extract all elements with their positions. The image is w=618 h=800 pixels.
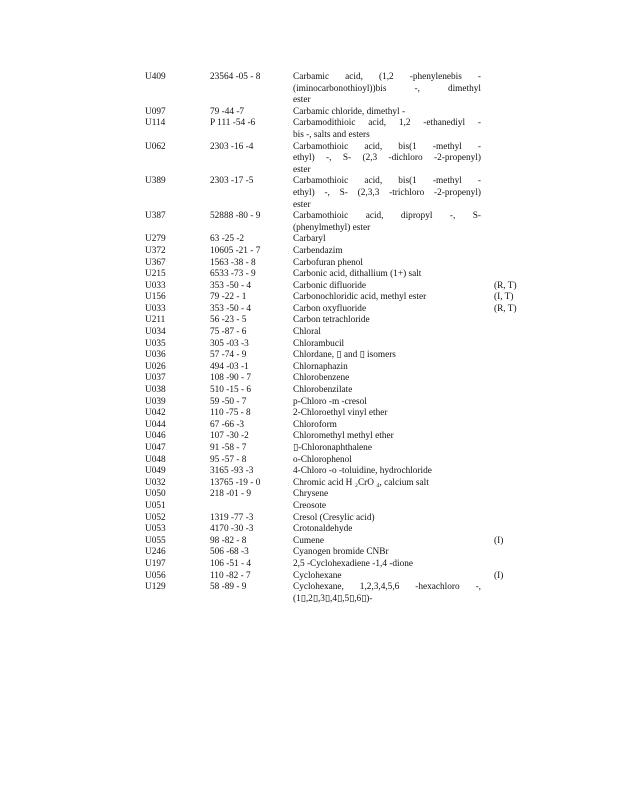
substance-name-line: Cyanogen bromide CNBr [293,547,389,558]
substance-name-line: (iminocarbonothioyl))bis -, dimethyl [293,83,481,94]
substance-name-line: 2,5 -Cyclohexadiene -1,4 -dione [293,558,414,569]
substance-name [293,443,481,455]
substance-name-line: Carbonochloridic acid, methyl ester [293,292,427,303]
cas-number: 353 -50 - 4 [210,280,252,291]
table-row [0,142,618,177]
cas-number: 63 -25 -2 [210,234,245,245]
substance-name-line: Carbamodithioic acid, 1,2 -ethanediyl - [293,118,481,129]
table-row [0,559,618,571]
cas-number: 67 -66 -3 [210,419,245,430]
cas-number: 506 -68 -3 [210,547,249,558]
cas-number: 79 -22 - 1 [210,292,247,303]
table-row [0,547,618,559]
waste-code: U367 [145,257,166,268]
substance-name [293,385,481,397]
waste-code: U097 [145,106,166,117]
substance-name [293,327,481,339]
substance-name [293,118,481,141]
substance-name-line: Carbonic acid, dithallium (1+) salt [293,269,422,280]
cas-number: 52888 -80 - 9 [210,211,261,222]
waste-code: U053 [145,524,166,535]
table-row [0,501,618,513]
hazard-code: (R, T) [494,280,517,291]
substance-name-line: bis -, salts and esters [293,129,370,140]
substance-name-line: ester [293,164,311,175]
waste-code: U033 [145,303,166,314]
cas-number: 57 -74 - 9 [210,350,247,361]
table-row [0,362,618,374]
substance-name-line: Cresol (Cresylic acid) [293,512,375,523]
substance-name [293,420,481,432]
hazard-code: (I, T) [494,292,514,303]
substance-name [293,107,481,119]
cas-number: 353 -50 - 4 [210,303,252,314]
waste-code: U055 [145,535,166,546]
cas-number: 59 -50 - 7 [210,396,247,407]
substance-name-line: Cyclohexane, 1,2,3,4,5,6 -hexachloro -, [293,582,481,593]
table-row [0,258,618,270]
substance-name-line: Carbamothioic acid, bis(1 -methyl - [293,141,481,152]
substance-name [293,547,481,559]
substance-name-line: Carbofuran phenol [293,257,363,268]
substance-name [293,258,481,270]
cas-number: 106 -51 - 4 [210,558,252,569]
waste-code: U034 [145,327,166,338]
table-row [0,315,618,327]
waste-code: U036 [145,350,166,361]
substance-name [293,513,481,525]
substance-name [293,315,481,327]
table-row [0,431,618,443]
substance-name-line: p-Chloro -m -cresol [293,396,367,407]
substance-name [293,350,481,362]
substance-name-line: Chrysene [293,489,329,500]
substance-name [293,339,481,351]
substance-name-line: ester [293,199,311,210]
table-row [0,455,618,467]
waste-code: U042 [145,408,166,419]
substance-name-line: Creosote [293,500,327,511]
substance-name-line: Carbaryl [293,234,326,245]
substance-name [293,524,481,536]
table-row [0,373,618,385]
substance-name-line: Chloral [293,327,321,338]
substance-name-line: Chlorobenzilate [293,385,353,396]
waste-code: U409 [145,72,166,82]
cas-number: 2303 -16 -4 [210,141,254,152]
waste-code: U372 [145,245,166,256]
substance-name [293,397,481,409]
waste-code: U047 [145,443,166,453]
cas-number: 58 -89 - 9 [210,582,247,593]
cas-number: 23564 -05 - 8 [210,72,261,82]
waste-code: U215 [145,269,166,280]
table-row [0,118,618,141]
table-row [0,397,618,409]
waste-code: U050 [145,489,166,500]
substance-name-line: Carbamic chloride, dimethyl - [293,106,406,117]
substance-name [293,269,481,281]
substance-name [293,536,481,548]
substance-name-line: ethyl) -, S- (2,3,3 -trichloro -2-propenyl) [293,187,481,198]
cas-number: 110 -75 - 8 [210,408,251,419]
table-row [0,466,618,478]
waste-code: U197 [145,558,166,569]
waste-code: U046 [145,431,166,442]
cas-number: 494 -03 -1 [210,361,249,372]
substance-name-line: o-Chlorophenol [293,454,352,465]
table-row [0,385,618,397]
cas-number: 79 -44 -7 [210,106,245,117]
waste-code: U056 [145,570,166,581]
waste-code: U026 [145,361,166,372]
substance-name-line: ester [293,95,311,106]
table-row [0,489,618,501]
substance-name [293,281,481,293]
cas-number: 108 -90 - 7 [210,373,252,384]
cas-number: 98 -82 - 8 [210,535,247,546]
substance-name-line: Cyclohexane [293,570,342,581]
cas-number: 75 -87 - 6 [210,327,247,338]
waste-code: U037 [145,373,166,384]
table-row [0,339,618,351]
waste-code: U044 [145,419,166,430]
substance-name-line: ▯-Chloronaphthalene [293,443,372,453]
substance-name-line: Chromic acid H ₂CrO ₄, calcium salt [293,477,429,488]
substance-name [293,234,481,246]
cas-number: 3165 -93 -3 [210,466,254,477]
waste-code: U279 [145,234,166,245]
substance-name-line: Carbon oxyfluoride [293,303,367,314]
table-row [0,420,618,432]
table-row [0,281,618,293]
table-row [0,536,618,548]
cas-number: 13765 -19 - 0 [210,477,261,488]
substance-name-line: Chlordane, ▯ and ▯ isomers [293,350,396,361]
cas-number: 305 -03 -3 [210,338,249,349]
cas-number: 107 -30 -2 [210,431,249,442]
cas-number: 2303 -17 -5 [210,176,254,187]
cas-number: P 111 -54 -6 [210,118,256,129]
cas-number: 1563 -38 - 8 [210,257,256,268]
hazard-code: (I) [494,570,504,581]
substance-name [293,408,481,420]
waste-code: U033 [145,280,166,291]
substance-name [293,292,481,304]
hazard-code: (I) [494,535,504,546]
substance-name-line: Crotonaldehyde [293,524,353,535]
substance-name-line: Carbendazim [293,245,343,256]
cas-number: 91 -58 - 7 [210,443,247,453]
substance-name [293,142,481,177]
table-row [0,176,618,211]
table-row [0,443,618,455]
cas-number: 4170 -30 -3 [210,524,254,535]
waste-code: U114 [145,118,166,129]
table-row [0,292,618,304]
table-row [0,107,618,119]
substance-name-line: 2-Chloroethyl vinyl ether [293,408,388,419]
cas-number: 110 -82 - 7 [210,570,251,581]
substance-name-line: Cumene [293,535,324,546]
substance-name-line: Carbamic acid, (1,2 -phenylenebis - [293,72,481,82]
waste-code: U211 [145,315,166,326]
substance-name-line: Chlornaphazin [293,361,348,372]
substance-name-line: Chlorobenzene [293,373,350,384]
waste-code: U038 [145,385,166,396]
table-row [0,350,618,362]
substance-name-line: ethyl) -, S- (2,3 -dichloro -2-propenyl) [293,153,481,164]
table-row [0,211,618,234]
substance-name [293,246,481,258]
substance-name-line: 4-Chloro -o -toluidine, hydrochloride [293,466,432,477]
substance-name-line: (phenylmethyl) ester [293,222,371,233]
substance-name [293,466,481,478]
waste-code: U129 [145,582,166,593]
substance-name [293,501,481,513]
substance-name [293,455,481,467]
cas-number: 10605 -21 - 7 [210,245,261,256]
waste-code-table [0,72,618,605]
table-row [0,582,618,605]
waste-code: U387 [145,211,166,222]
substance-name-line: Carbamothioic acid, bis(1 -methyl - [293,176,481,187]
table-row [0,478,618,490]
table-row [0,513,618,525]
cas-number: 218 -01 - 9 [210,489,252,500]
waste-code: U032 [145,477,166,488]
table-row [0,571,618,583]
waste-code: U062 [145,141,166,152]
table-row [0,408,618,420]
substance-name [293,72,481,107]
waste-code: U049 [145,466,166,477]
substance-name-line: Chloromethyl methyl ether [293,431,394,442]
table-row [0,269,618,281]
substance-name [293,582,481,605]
substance-name-line: Chloroform [293,419,337,430]
substance-name-line: Carbonic difluoride [293,280,367,291]
table-row [0,327,618,339]
substance-name [293,211,481,234]
table-row [0,304,618,316]
substance-name [293,571,481,583]
table-row [0,524,618,536]
substance-name [293,478,481,490]
cas-number: 510 -15 - 6 [210,385,252,396]
waste-code: U035 [145,338,166,349]
cas-number: 1319 -77 -3 [210,512,254,523]
substance-name-line: (1▯,2▯,3▯,4▯,5▯,6▯)- [293,593,373,604]
cas-number: 95 -57 - 8 [210,454,247,465]
waste-code: U039 [145,396,166,407]
waste-code: U052 [145,512,166,523]
table-row [0,234,618,246]
waste-code: U048 [145,454,166,465]
waste-code: U389 [145,176,166,187]
cas-number: 6533 -73 - 9 [210,269,256,280]
substance-name [293,362,481,374]
waste-code: U246 [145,547,166,558]
table-row [0,246,618,258]
substance-name [293,559,481,571]
hazard-code: (R, T) [494,303,517,314]
substance-name [293,373,481,385]
substance-name [293,176,481,211]
substance-name-line: Carbon tetrachloride [293,315,370,326]
table-row [0,72,618,107]
substance-name [293,304,481,316]
waste-code: U051 [145,500,166,511]
waste-code: U156 [145,292,166,303]
substance-name-line: Chlorambucil [293,338,345,349]
substance-name-line: Carbamothioic acid, dipropyl -, S- [293,211,481,222]
substance-name [293,431,481,443]
substance-name [293,489,481,501]
cas-number: 56 -23 - 5 [210,315,247,326]
